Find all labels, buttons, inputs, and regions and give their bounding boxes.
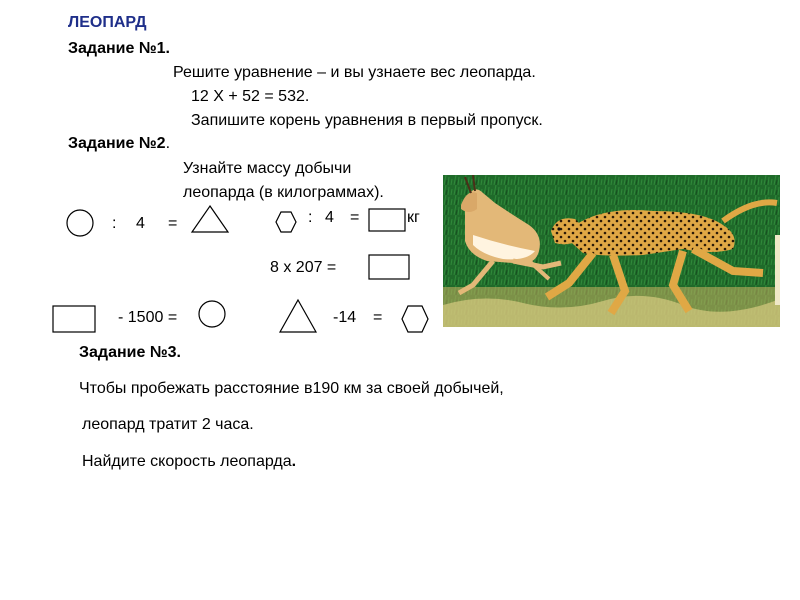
- hexagon-icon: [400, 304, 430, 334]
- task3-line1: Чтобы пробежать расстояние в190 км за своей добычей,: [79, 380, 504, 397]
- task2-line1: Узнайте массу добычи: [183, 160, 352, 177]
- row1b-op: :: [308, 209, 313, 226]
- row3-a-expression: - 1500 =: [118, 309, 178, 326]
- row3-b-number: -14: [333, 309, 357, 326]
- leopard-hunting-image: [443, 175, 780, 327]
- row1-eq: =: [168, 215, 178, 232]
- task1-note: Запишите корень уравнения в первый пропуск.: [191, 112, 543, 129]
- triangle-icon: [190, 204, 230, 234]
- row1-num: 4: [136, 215, 145, 232]
- row1b-num: 4: [325, 209, 334, 226]
- row3-b-eq: =: [373, 309, 383, 326]
- task1-heading: Задание №1.: [68, 40, 170, 57]
- rectangle-icon: [368, 208, 406, 232]
- rectangle-icon: [52, 305, 96, 333]
- rectangle-icon: [368, 254, 410, 280]
- hexagon-icon: [275, 210, 297, 234]
- task3-line3-wrap: [82, 453, 296, 471]
- task2-heading: Задание №2: [68, 135, 166, 152]
- task1-instruction: Решите уравнение – и вы узнаете вес леопарда.: [173, 64, 536, 81]
- page-title: ЛЕОПАРД: [68, 14, 147, 31]
- row2-expression: 8 х 207 =: [270, 259, 337, 276]
- task2-heading-line: [68, 135, 170, 153]
- circle-icon: [65, 208, 95, 238]
- task2-line2: леопарда (в килограммах).: [183, 184, 384, 201]
- circle-icon: [197, 299, 227, 329]
- row1b-eq: =: [350, 209, 360, 226]
- task2-heading-dot: .: [165, 135, 171, 152]
- task1-equation: 12 Х + 52 = 532.: [191, 88, 310, 105]
- triangle-icon: [278, 298, 318, 334]
- task3-line3: Найдите скорость леопарда: [82, 453, 292, 470]
- unit-label: кг: [407, 209, 420, 226]
- task3-heading: Задание №3.: [79, 344, 181, 361]
- task3-line2: леопард тратит 2 часа.: [82, 416, 254, 433]
- row1-op: :: [112, 215, 117, 232]
- task3-line3-dot: .: [291, 453, 297, 470]
